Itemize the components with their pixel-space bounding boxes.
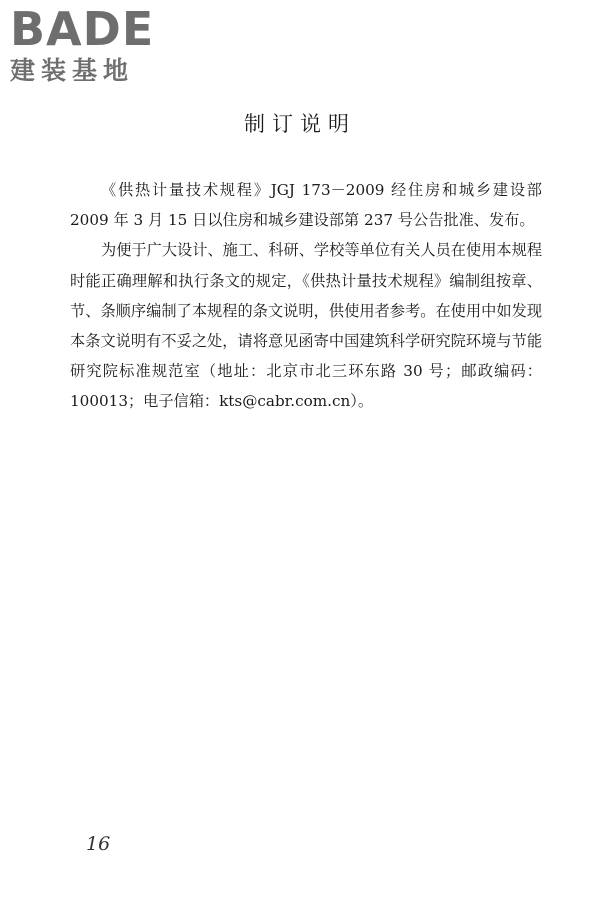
logo-subtitle: 建装基地 — [10, 56, 135, 85]
page-title: 制订说明 — [244, 112, 356, 136]
page-number: 16 — [86, 833, 111, 855]
body-text — [70, 175, 542, 417]
paragraph-usage-note: 为便于广大设计、施工、科研、学校等单位有关人员在使用本规程时能正确理解和执行条文的规定，《供热计量技术规程》编制组按章、节、条顺序编制了本规程的条文说明，供使用者参考。在使用中如发现本条文说明有不妥之处，请将意见函寄中国建筑科学研究院环境与节能研究院标准规范室（地址：北京市北三环东路 30 号；邮政编码：100013；电子信箱：kts@cabr.com.cn）。 — [70, 241, 542, 411]
paragraph-approval: 《供热计量技术规程》JGJ 173－2009 经住房和城乡建设部 2009 年 3 月 15 日以住房和城乡建设部第 237 号公告批准、发布。 — [70, 181, 542, 230]
bade-logo — [10, 4, 180, 86]
logo-wordmark: BADE — [10, 2, 155, 56]
